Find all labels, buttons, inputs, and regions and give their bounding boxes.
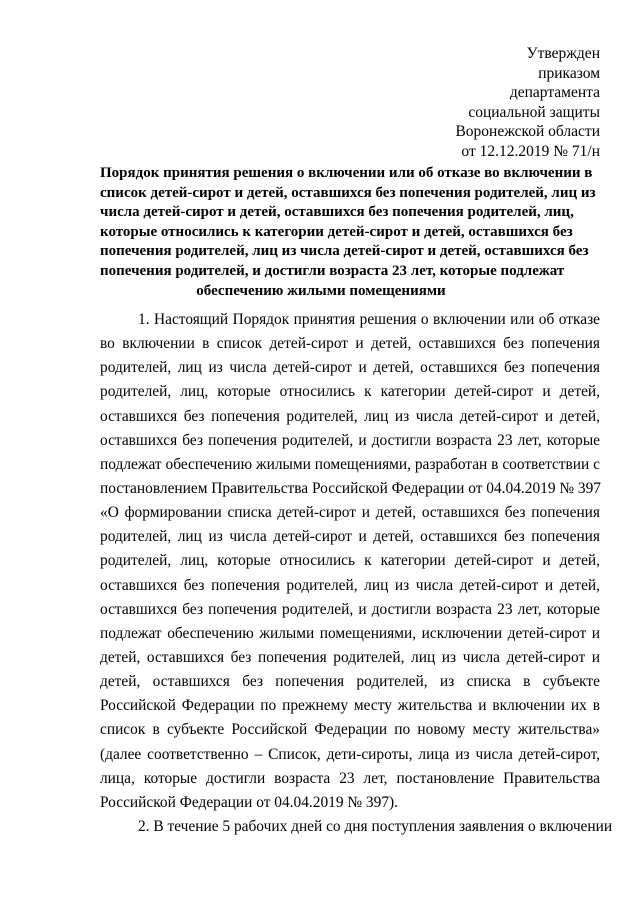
- paragraph-line: оставшихся без попечения родителей, и достигли возраста 23 лет, которые: [100, 431, 600, 449]
- paragraph-line: оставшихся без попечения родителей, лиц из числа детей-сирот и детей,: [100, 576, 600, 594]
- paragraph-line: лица, которые достигли возраста 23 лет, постановление Правительства: [100, 769, 600, 787]
- title-line: Порядок принятия решения о включении или об отказе во включении в: [100, 165, 593, 181]
- paragraph-line: оставшихся без попечения родителей, лиц из числа детей-сирот и детей,: [100, 407, 600, 425]
- paragraph-line: Российской Федерации от 04.04.2019 № 397).: [100, 793, 398, 811]
- paragraph-line: 1. Настоящий Порядок принятия решения о включении или об отказе: [138, 311, 600, 328]
- title-line: попечения родителей, лиц из числа детей-сирот и детей, оставшихся без: [100, 243, 589, 260]
- title-line: список детей-сирот и детей, оставшихся без попечения родителей, лиц из: [100, 184, 596, 201]
- paragraph-line: оставшихся без попечения родителей, и достигли возраста 23 лет, которые: [100, 600, 600, 618]
- approval-line: от 12.12.2019 № 71/н: [461, 142, 600, 160]
- paragraph-line: во включении в список детей-сирот и детей, оставшихся без попечения: [100, 335, 600, 353]
- paragraph-line: (далее соответственно – Список, дети-сироты, лица из числа детей-сирот,: [100, 745, 600, 763]
- approval-block: [350, 44, 600, 162]
- paragraph-2: [100, 815, 613, 839]
- approval-line: социальной защиты: [468, 103, 600, 121]
- title-line: обеспечению жилыми помещениями: [196, 282, 446, 299]
- paragraph-line: Российской Федерации по прежнему месту жительства и включении их в: [100, 697, 600, 715]
- title-line: попечения родителей, и достигли возраста 23 лет, которые подлежат: [100, 262, 565, 279]
- paragraph-line: постановлением Правительства Российской Федерации от 04.04.2019 № 397: [100, 479, 602, 497]
- document-title: [100, 164, 596, 301]
- paragraph-line: родителей, лиц из числа детей-сирот и детей, оставшихся без попечения: [100, 359, 600, 377]
- paragraph-line: родителей, лиц, которые относились к категории детей-сирот и детей,: [100, 383, 600, 401]
- document-body: [100, 308, 613, 839]
- title-line: числа детей-сирот и детей, оставшихся без попечения родителей, лиц,: [100, 204, 574, 221]
- title-line: которые относились к категории детей-сирот и детей, оставшихся без: [100, 223, 573, 240]
- paragraph-line: подлежат обеспечению жилыми помещениями, исключении детей-сирот и: [100, 624, 600, 642]
- paragraph-line: детей, оставшихся без попечения родителей, из списка в субъекте: [100, 673, 600, 691]
- approval-line: департамента: [509, 84, 600, 102]
- paragraph-line: подлежат обеспечению жилыми помещениями, разработан в соответствии с: [100, 455, 600, 473]
- paragraph-line: детей, оставшихся без попечения родителей, лиц из числа детей-сирот и: [100, 648, 600, 666]
- paragraph-line: «О формировании списка детей-сирот и детей, оставшихся без попечения: [100, 504, 600, 522]
- approval-line: приказом: [538, 64, 600, 82]
- paragraph-line: родителей, лиц, которые относились к категории детей-сирот и детей,: [100, 552, 600, 570]
- paragraph-1: [100, 308, 600, 815]
- paragraph-line: родителей, лиц из числа детей-сирот и детей, оставшихся без попечения: [100, 528, 600, 546]
- approval-line: Утвержден: [526, 45, 600, 62]
- approval-line: Воронежской области: [455, 123, 600, 141]
- paragraph-line: 2. В течение 5 рабочих дней со дня поступления заявления о включении: [138, 817, 613, 835]
- paragraph-line: список в субъекте Российской Федерации по новому месту жительства»: [100, 721, 600, 739]
